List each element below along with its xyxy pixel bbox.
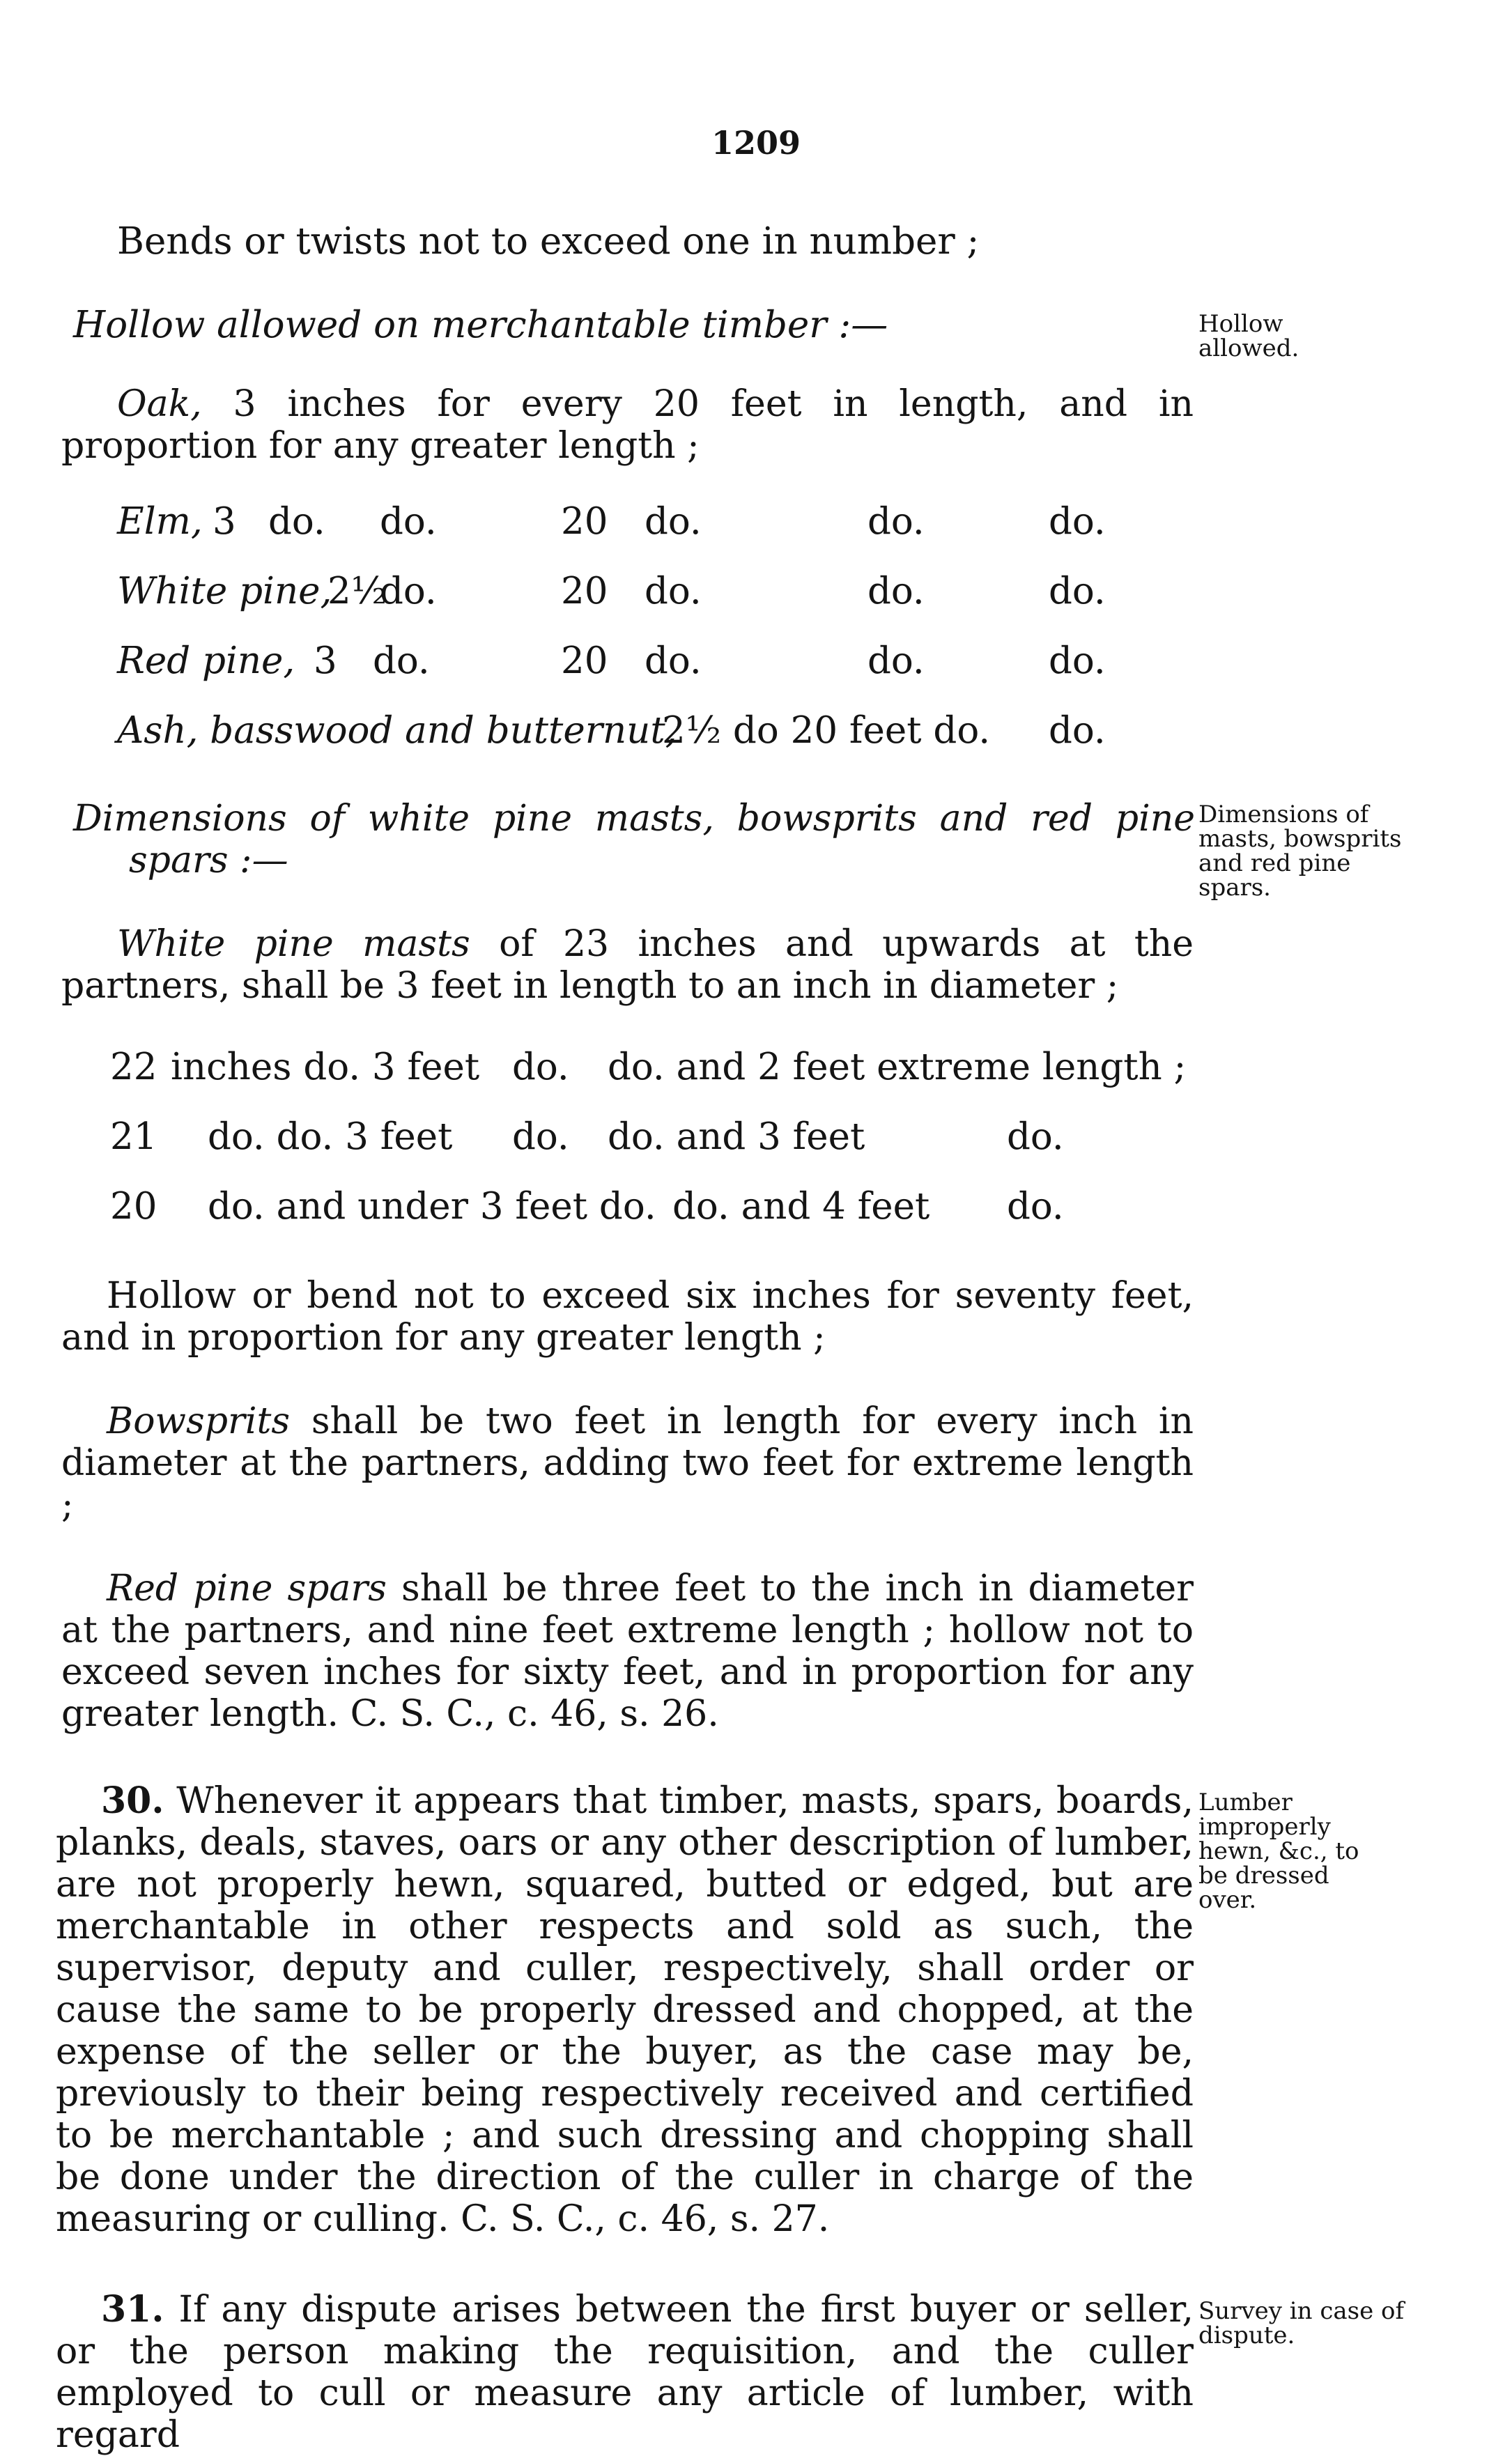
red-pine-spars-paragraph: Red pine spars shall be three feet to the inch in diameter at the partners, and nine feet extreme length ; hollow not to exceed seven inches for sixty feet, and in proportion for any greater length. C. S. C., c. 46, s. 26. [61,1568,1194,1735]
mast-row-22: 22 inches do. 3 feet do. do. and 2 feet extreme length ; [110,1046,1187,1088]
margin-note-hollow-allowed: Hollow allowed. [1198,310,1299,362]
margin-note-survey: Survey in case of dispute. [1198,2297,1405,2349]
bowsprits-paragraph: Bowsprits shall be two feet in length for every inch in diameter at the partners, adding two feet for extreme length ; [61,1400,1194,1526]
section-30: 30. Whenever it appears that timber, masts, spars, boards, planks, deals, staves, oars or any other description of lumber, are not properly hewn, squared, butted or edged, but are merchantable in other respects and sold as such, the supervisor, deputy and culler, respectively, shall order or cause the same to be properly dressed and chopped, at the expense of the seller or the buyer, as the case may be, previously to their being respectively received and certified to be merchantable ; and such dressing and chopping shall be done under the direction of the culler in charge of the measuring or culling. C. S. C., c. 46, s. 27. [56,1779,1194,2240]
oak-paragraph: Oak, 3 inches for every 20 feet in length, and in proportion for any greater length ; [61,383,1194,467]
hollow-row-white-pine: White pine, 2½ do. 20 do. do. do. [117,570,1106,612]
margin-note-lumber-improperly-hewn: Lumber improperly hewn, &c., to be dressed over. [1198,1789,1359,1914]
section-30-number: 30. [101,1779,164,1822]
hollow-heading: Hollow allowed on merchantable timber :— [73,304,888,346]
mast-row-21: 21 do. do. 3 feet do. do. and 3 feet do. [110,1115,1064,1158]
dimensions-heading: Dimensions of white pine masts, bowsprits and red pine spars :— [73,798,1195,881]
section-31: 31. If any dispute arises between the first buyer or seller, or the person making the requisition, and the culler employed to cull or measure any article of lumber, with regard [56,2288,1194,2456]
hollow-row-elm: Elm, 3 do. do. 20 do. do. do. [117,500,1106,543]
hollow-row-ash: Ash, basswood and butternut, 2½ do 20 feet do. do. [117,709,1106,752]
margin-note-dimensions: Dimensions of masts, bowsprits and red pine spars. [1198,801,1402,902]
hollow-row-red-pine: Red pine, 3 do. 20 do. do. do. [117,640,1106,682]
masts-paragraph: White pine masts of 23 inches and upwards at the partners, shall be 3 feet in length to an inch in diameter ; [61,923,1194,1007]
hollow-bend-paragraph: Hollow or bend not to exceed six inches for seventy feet, and in proportion for any greater length ; [61,1275,1194,1359]
section-31-number: 31. [101,2288,164,2331]
mast-row-20: 20 do. and under 3 feet do. do. and 4 feet do. [110,1185,1064,1228]
intro-line: Bends or twists not to exceed one in number ; [117,220,980,263]
page-number: 1209 [711,124,801,162]
